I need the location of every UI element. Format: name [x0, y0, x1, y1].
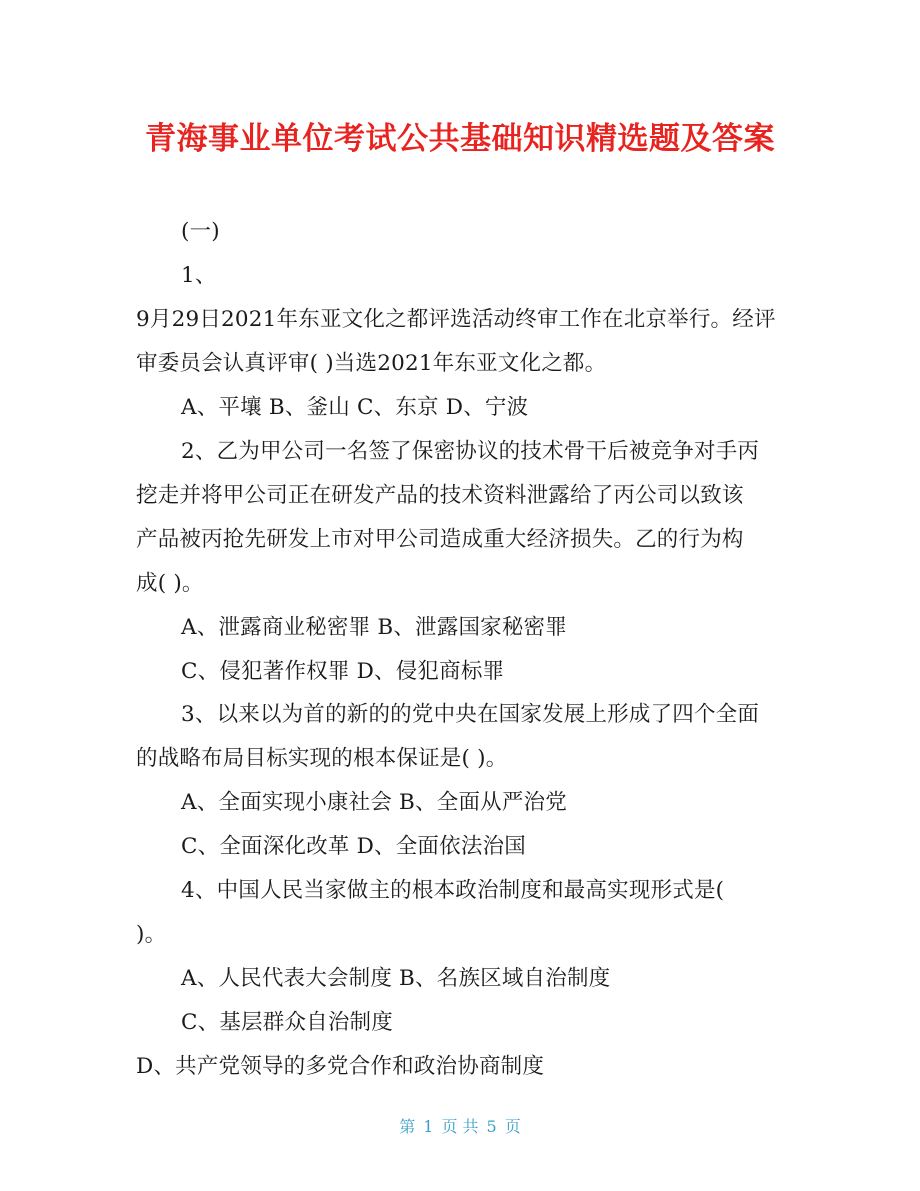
page-label-mid: 页 共: [441, 1117, 479, 1136]
section-heading: (一): [181, 219, 220, 244]
question-text: 2、乙为甲公司一名签了保密协议的技术骨干后被竞争对手丙: [181, 439, 760, 464]
answer-options: A、平壤 B、釜山 C、东京 D、宁波: [181, 395, 529, 420]
answer-options: D、共产党领导的多党合作和政治协商制度: [136, 1054, 545, 1079]
total-pages-number: 5: [486, 1117, 497, 1136]
answer-options: A、全面实现小康社会 B、全面从严治党: [181, 790, 567, 815]
answer-options: C、基层群众自治制度: [181, 1010, 393, 1035]
question-text: 产品被丙抢先研发上市对甲公司造成重大经济损失。乙的行为构: [136, 527, 744, 552]
question-text: 4、中国人民当家做主的根本政治制度和最高实现形式是(: [181, 878, 725, 903]
question-text: 9月29日2021年东亚文化之都评选活动终审工作在北京举行。经评: [136, 307, 776, 332]
document-title: 青海事业单位考试公共基础知识精选题及答案: [145, 121, 775, 157]
question-text: )。: [136, 922, 167, 947]
question-text: 审委员会认真评审( )当选2021年东亚文化之都。: [136, 351, 607, 376]
question-text: 成( )。: [136, 571, 204, 596]
current-page-number: 1: [423, 1117, 434, 1136]
page-footer: [0, 1114, 920, 1137]
question-number: 1、: [181, 263, 217, 288]
page-label-suffix: 页: [504, 1117, 521, 1136]
answer-options: C、全面深化改革 D、全面依法治国: [181, 834, 526, 859]
question-text: 挖走并将甲公司正在研发产品的技术资料泄露给了丙公司以致该: [136, 483, 744, 508]
question-text: 3、以来以为首的新的的党中央在国家发展上形成了四个全面: [181, 702, 760, 727]
page-label-prefix: 第: [399, 1117, 416, 1136]
question-text: 的战略布局目标实现的根本保证是( )。: [136, 746, 508, 771]
answer-options: C、侵犯著作权罪 D、侵犯商标罪: [181, 659, 505, 684]
answer-options: A、泄露商业秘密罪 B、泄露国家秘密罪: [181, 615, 567, 640]
answer-options: A、人民代表大会制度 B、名族区域自治制度: [181, 966, 611, 991]
